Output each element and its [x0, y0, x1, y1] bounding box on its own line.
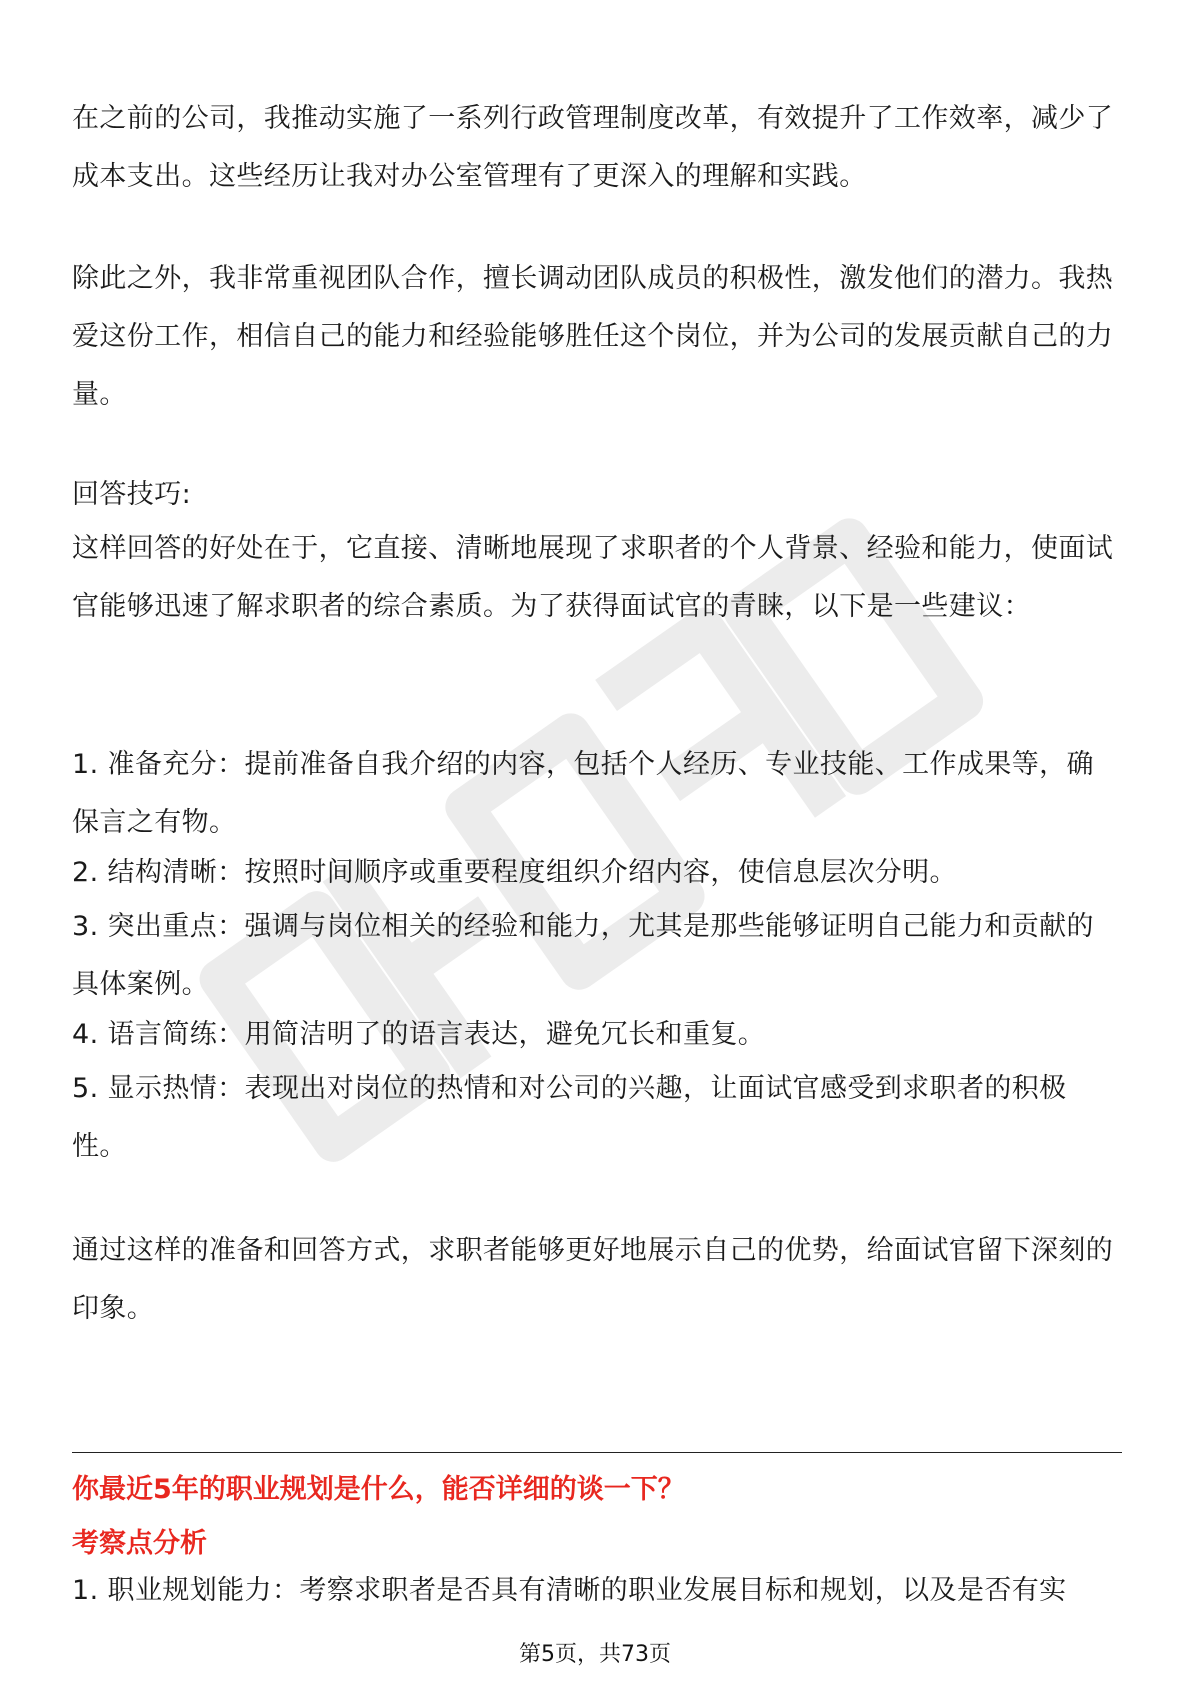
tips-heading: 回答技巧:	[72, 479, 192, 510]
section-divider	[72, 1452, 1122, 1453]
paragraph-previous-company: 在之前的公司，我推动实施了一系列行政管理制度改革，有效提升了工作效率，减少了成本支出。这些经历让我对办公室管理有了更深入的理解和实践。	[72, 103, 1114, 192]
paragraph-tips-intro: 这样回答的好处在于，它直接、清晰地展现了求职者的个人背景、经验和能力，使面试官能够迅速了解求职者的综合素质。为了获得面试官的青睐，以下是一些建议：	[72, 533, 1114, 622]
list-item-tip-4: 4. 语言简练：用简洁明了的语言表达，避免冗长和重复。	[72, 1019, 766, 1050]
list-item-tip-5: 5. 显示热情：表现出对岗位的热情和对公司的兴趣，让面试官感受到求职者的积极性。	[72, 1073, 1067, 1162]
list-item-tip-1: 1. 准备充分：提前准备自我介绍的内容，包括个人经历、专业技能、工作成果等，确保言之有物。	[72, 749, 1094, 838]
analysis-heading: 考察点分析	[72, 1528, 207, 1559]
list-item-tip-2: 2. 结构清晰：按照时间顺序或重要程度组织介绍内容，使信息层次分明。	[72, 857, 957, 888]
analysis-item-1: 1. 职业规划能力：考察求职者是否具有清晰的职业发展目标和规划，以及是否有实	[72, 1575, 1067, 1606]
paragraph-conclusion: 通过这样的准备和回答方式，求职者能够更好地展示自己的优势，给面试官留下深刻的印象。	[72, 1235, 1114, 1324]
question-title: 你最近5年的职业规划是什么，能否详细的谈一下？	[72, 1474, 685, 1505]
list-item-tip-3: 3. 突出重点：强调与岗位相关的经验和能力，尤其是那些能够证明自己能力和贡献的具体案例。	[72, 911, 1094, 1000]
paragraph-teamwork: 除此之外，我非常重视团队合作，擅长调动团队成员的积极性，激发他们的潜力。我热爱这份工作，相信自己的能力和经验能够胜任这个岗位，并为公司的发展贡献自己的力量。	[72, 263, 1114, 410]
page-number: 第5页，共73页	[519, 1642, 671, 1667]
